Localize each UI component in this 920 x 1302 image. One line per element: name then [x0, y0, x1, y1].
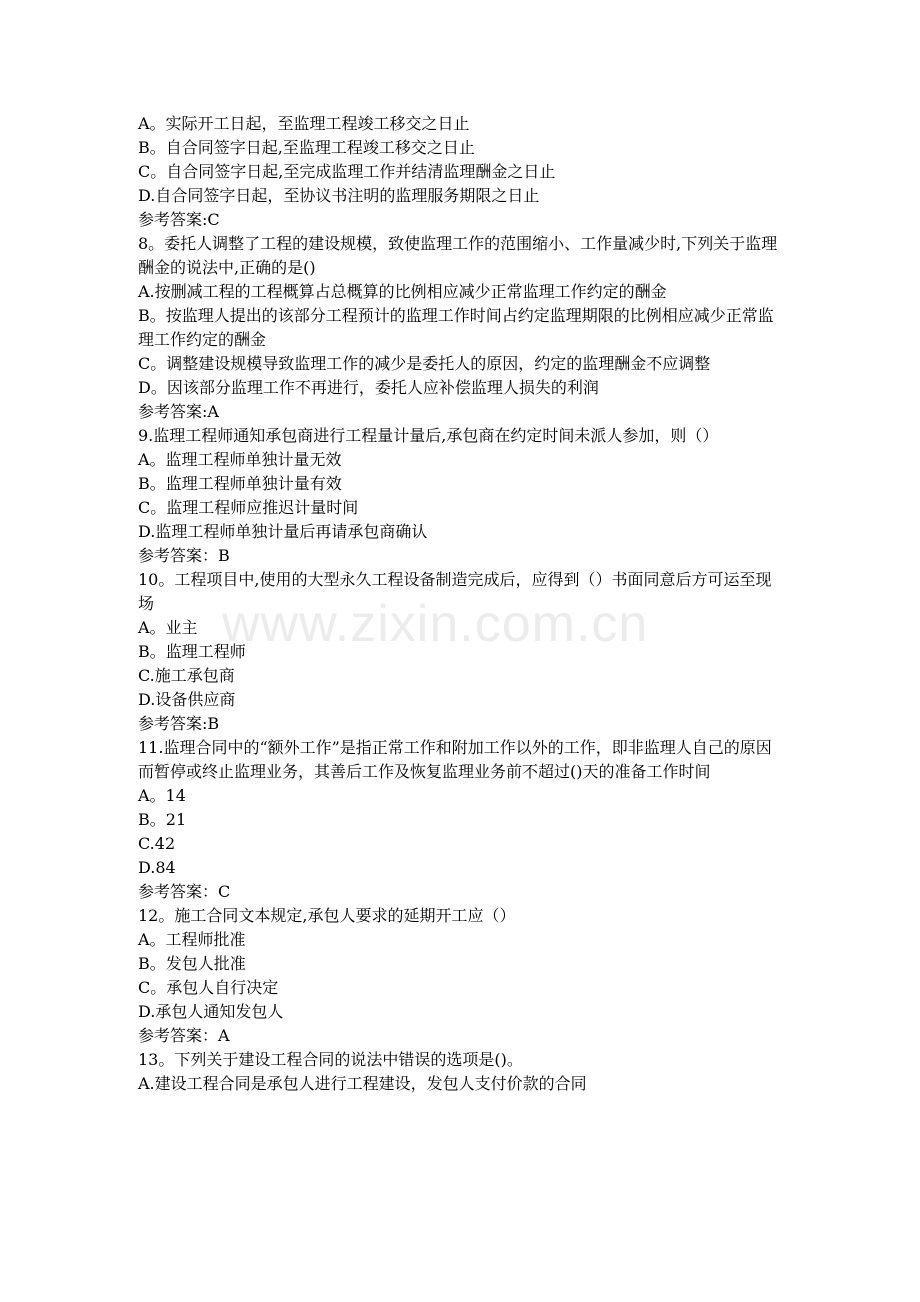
text-line: C.施工承包商	[138, 666, 235, 685]
text-line: D.设备供应商	[138, 690, 236, 709]
text-line: C。调整建设规模导致监理工作的减少是委托人的原因，约定的监理酬金不应调整	[138, 354, 711, 373]
text-line: A.按删减工程的工程概算占总概算的比例相应减少正常监理工作约定的酬金	[138, 282, 667, 301]
text-line: B。按监理人提出的该部分工程预计的监理工作时间占约定监理期限的比例相应减少正常监理工作约定的酬金	[138, 306, 774, 349]
watermark: www.zixin.com.cn	[222, 595, 649, 653]
text-line: D.84	[138, 858, 176, 877]
text-line: A。监理工程师单独计量无效	[138, 450, 342, 469]
text-line: D。因该部分监理工作不再进行，委托人应补偿监理人损失的利润	[138, 378, 599, 397]
question-line: 12。施工合同文本规定,承包人要求的延期开工应（）	[138, 906, 516, 925]
text-line: B。21	[138, 810, 187, 829]
answer-line: 参考答案:B	[138, 714, 220, 733]
text-line: A。业主	[138, 618, 198, 637]
answer-line: 参考答案：B	[138, 546, 230, 565]
answer-line: 参考答案:C	[138, 210, 220, 229]
answer-line: 参考答案:A	[138, 402, 219, 421]
question-line: 9.监理工程师通知承包商进行工程量计量后,承包商在约定时间未派人参加，则（）	[138, 426, 719, 445]
text-line: C。承包人自行决定	[138, 978, 279, 997]
answer-line: 参考答案：C	[138, 882, 231, 901]
text-line: C。监理工程师应推迟计量时间	[138, 498, 359, 517]
text-line: B。监理工程师单独计量有效	[138, 474, 342, 493]
text-line: D.承包人通知发包人	[138, 1002, 284, 1021]
answer-line: 参考答案：A	[138, 1026, 230, 1045]
text-line: B。自合同签字日起,至监理工程竣工移交之日止	[138, 138, 475, 157]
text-line: C。自合同签字日起,至完成监理工作并结清监理酬金之日止	[138, 162, 556, 181]
document-body	[138, 112, 786, 1096]
text-line: D.自合同签字日起，至协议书注明的监理服务期限之日止	[138, 186, 540, 205]
text-line: C.42	[138, 834, 176, 853]
text-line: A。工程师批准	[138, 930, 246, 949]
question-line: 10。工程项目中,使用的大型永久工程设备制造完成后，应得到（）书面同意后方可运至现场	[138, 570, 772, 613]
text-line: B。监理工程师	[138, 642, 246, 661]
text-line: B。发包人批准	[138, 954, 246, 973]
question-line: 8。委托人调整了工程的建设规模，致使监理工作的范围缩小、工作量减少时,下列关于监理酬金的说法中,正确的是()	[138, 234, 778, 277]
text-line: A。14	[138, 786, 186, 805]
text-line: A。实际开工日起，至监理工程竣工移交之日止	[138, 114, 470, 133]
question-line: 11.监理合同中的“额外工作”是指正常工作和附加工作以外的工作，即非监理人自己的原因而暂停或终止监理业务，其善后工作及恢复监理业务前不超过()天的准备工作时间	[138, 738, 772, 781]
question-line: 13。下列关于建设工程合同的说法中错误的选项是()。	[138, 1050, 523, 1069]
text-line: A.建设工程合同是承包人进行工程建设，发包人支付价款的合同	[138, 1074, 587, 1093]
text-line: D.监理工程师单独计量后再请承包商确认	[138, 522, 428, 541]
